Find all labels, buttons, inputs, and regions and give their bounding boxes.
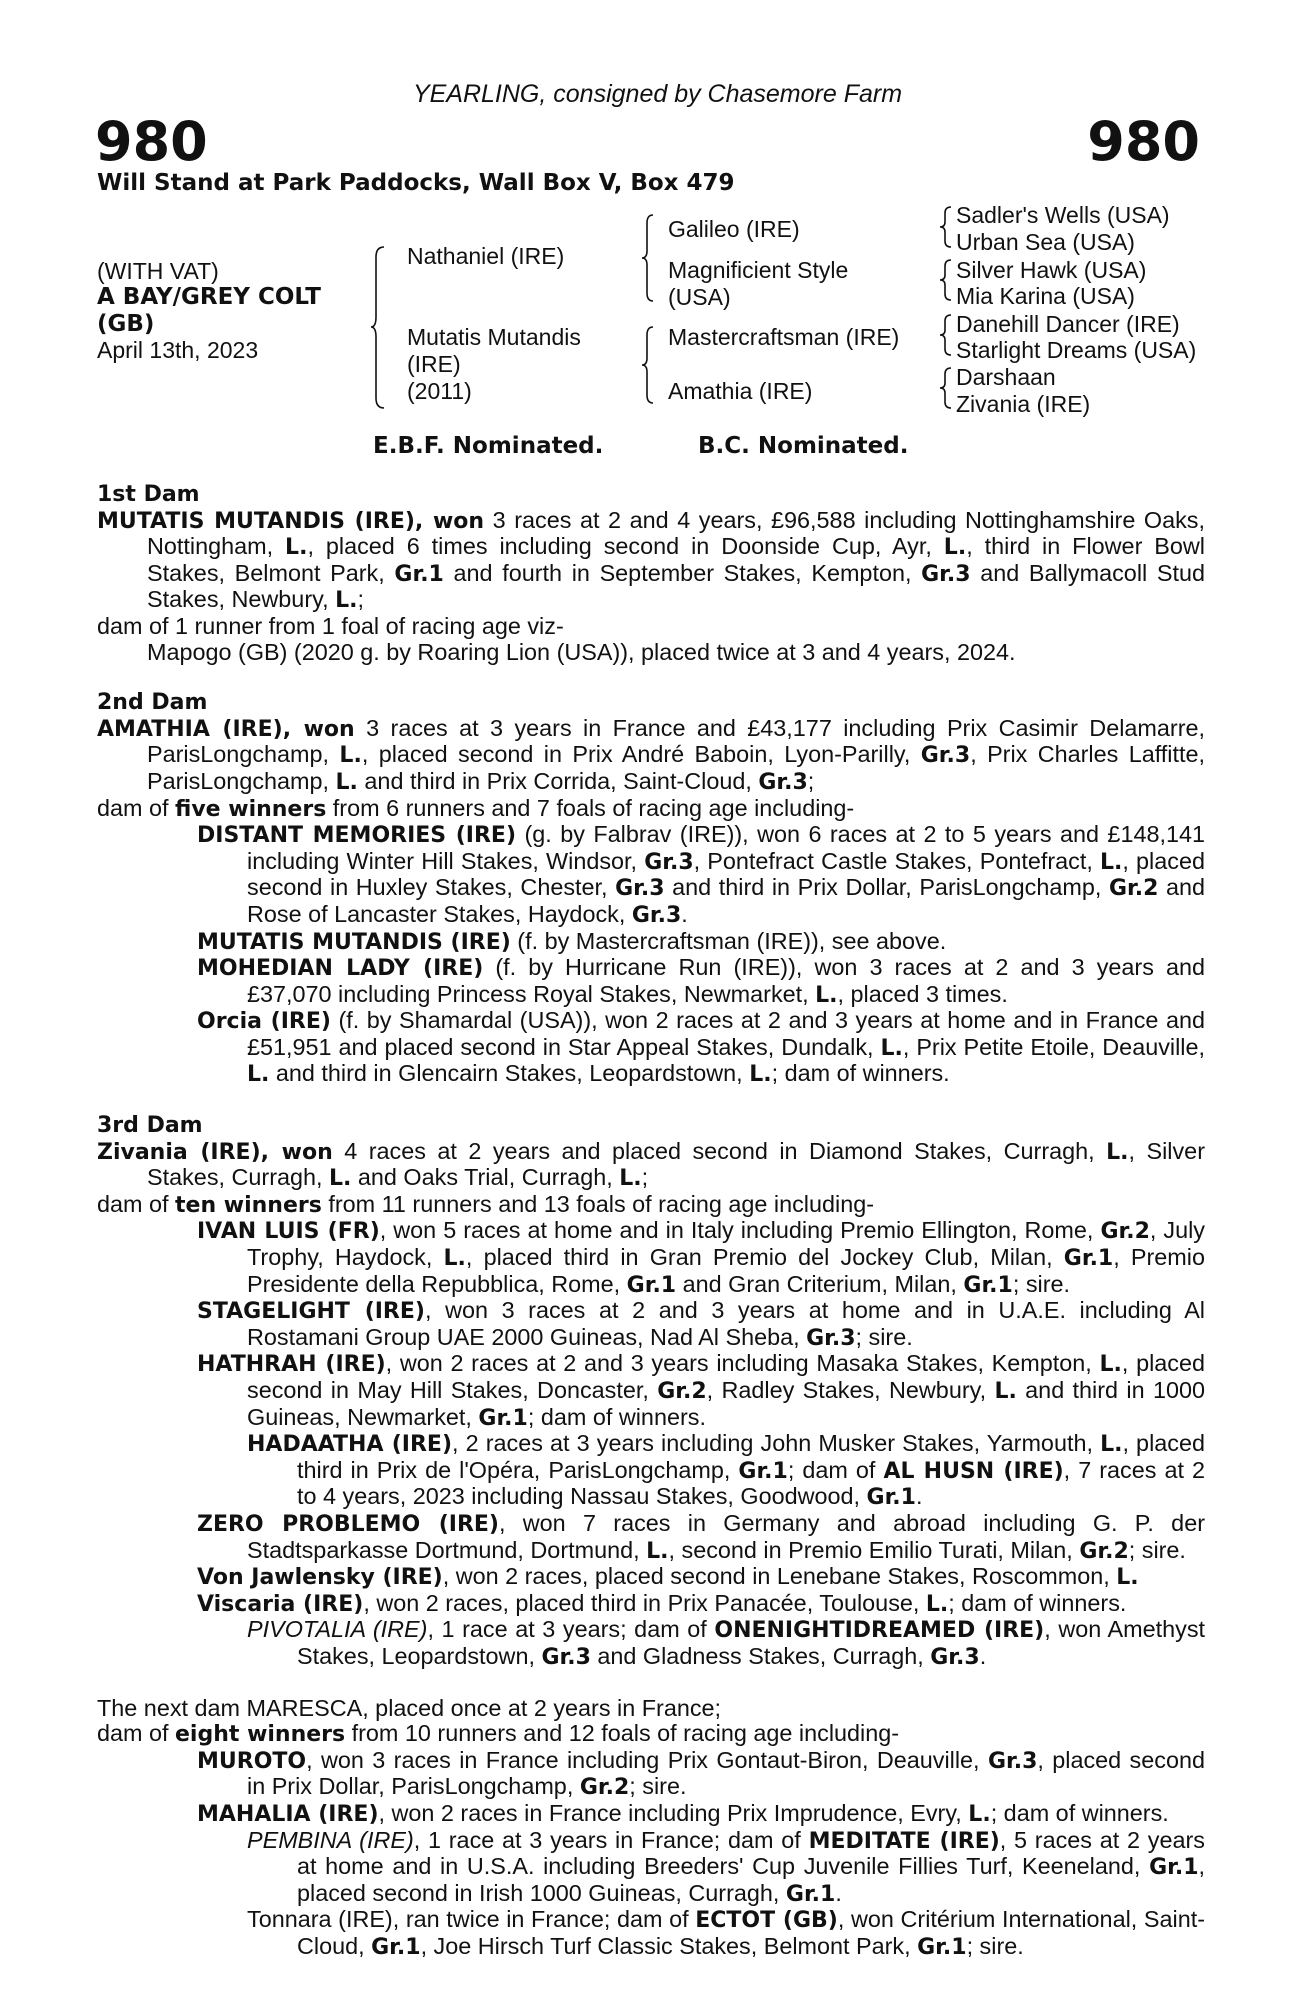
gen3-ancestor-3: Silver Hawk (USA) [956,257,1147,283]
produce-pivotalia: PIVOTALIA (IRE), 1 race at 3 years; dam of ONENIGHTIDREAMED (IRE), won Amethyst Stakes, Leopardstown, Gr.3 and Gladness Stakes, Curragh, Gr.3. [247,1616,1206,1670]
produce-von-jawlensky: Von Jawlensky (IRE), won 2 races, placed second in Lenebane Stakes, Roscommon, L. [197,1563,1139,1591]
produce-hadaatha: HADAATHA (IRE), 2 races at 3 years including John Musker Stakes, Yarmouth, L., placed third in Prix de l'Opéra, ParisLongchamp, Gr.1; dam of AL HUSN (IRE), 7 races at 2 to 4 years, 2023 including Nassau Stakes, Goodwood, Gr.1. [247,1430,1206,1511]
third-dam-heading: 3rd Dam [97,1113,203,1139]
horse-country: (GB) [97,311,155,337]
next-dam-record: The next dam MARESCA, placed once at 2 years in France; [97,1694,722,1721]
second-dam-heading: 2nd Dam [97,690,208,716]
produce-mutatis-mutandis: MUTATIS MUTANDIS (IRE) (f. by Mastercraftsman (IRE)), see above. [197,927,947,955]
produce-ivan-luis: IVAN LUIS (FR), won 5 races at home and in Italy including Premio Ellington, Rome, Gr.2, July Trophy, Haydock, L., placed third in Gran Premio del Jockey Club, Milan, Gr.1, Premio Presidente della Repubblica, Rome, Gr.1 and Gran Criterium, Milan, Gr.1; sire. [197,1217,1205,1298]
first-dam-produce-summary: dam of 1 runner from 1 foal of racing age viz- [97,612,564,639]
produce-distant-memories: DISTANT MEMORIES (IRE) (g. by Falbrav (IRE)), won 6 races at 2 to 5 years and £148,141 including Winter Hill Stakes, Windsor, Gr.3, Pontefract Castle Stakes, Pontefract, L., placed second in Huxley Stakes, Chester, Gr.3 and third in Prix Dollar, ParisLongchamp, Gr.2 and Rose of Lancaster Stakes, Haydock, Gr.3. [197,821,1205,928]
gen3-ancestor-1: Sadler's Wells (USA) [956,202,1170,228]
lot-number-right: 980 [1087,110,1200,173]
foaling-date: April 13th, 2023 [97,337,259,363]
dam-dam-name: Amathia (IRE) [668,378,813,404]
pedigree-brace-main [370,245,386,410]
gen3-ancestor-5: Danehill Dancer (IRE) [956,311,1180,337]
horse-description: A BAY/GREY COLT [97,284,321,310]
pedigree-brace-g1 [939,205,953,249]
sire-dam-name-line-1: Magnificient Style [668,257,849,283]
sire-sire-name: Galileo (IRE) [668,216,800,242]
sire-dam-name-line-2: (USA) [668,284,731,310]
produce-hathrah: HATHRAH (IRE), won 2 races at 2 and 3 years including Masaka Stakes, Kempton, L., placed second in May Hill Stakes, Doncaster, Gr.2, Radley Stakes, Newbury, L. and third in 1000 Guineas, Newmarket, Gr.1; dam of winners. [197,1350,1206,1431]
next-dam-produce-summary: dam of eight winners from 10 runners and 12 foals of racing age including- [97,1720,900,1748]
bc-nomination: B.C. Nominated. [698,433,909,459]
produce-muroto: MUROTO, won 3 races in France including Prix Gontaut-Biron, Deauville, Gr.3, placed second in Prix Dollar, ParisLongchamp, Gr.2; sire. [197,1746,1205,1801]
gen3-ancestor-6: Starlight Dreams (USA) [956,337,1197,363]
pedigree-brace-g2 [939,258,953,302]
first-dam-record: MUTATIS MUTANDIS (IRE), won 3 races at 2 and 4 years, £96,588 including Nottinghamshire Oaks, Nottingham, L., placed 6 times including second in Doonside Cup, Ayr, L., third in Flower Bowl Stakes, Belmont Park, Gr.1 and fourth in September Stakes, Kempton, Gr.3 and Ballymacoll Stud Stakes, Newbury, L.; [97,506,1206,614]
pedigree-brace-sire [641,213,655,303]
vat-note: (WITH VAT) [97,258,219,284]
sire-name: Nathaniel (IRE) [407,243,565,269]
first-dam-heading: 1st Dam [97,482,200,507]
dam-name-line-3: (2011) [407,378,472,404]
dam-sire-name: Mastercraftsman (IRE) [668,324,900,350]
lot-number-left: 980 [95,110,208,173]
produce-mohedian-lady: MOHEDIAN LADY (IRE) (f. by Hurricane Run (IRE)), won 3 races at 2 and 3 years and £37,070 including Princess Royal Stakes, Newmarket, L., placed 3 times. [197,954,1206,1008]
produce-tonnara: Tonnara (IRE), ran twice in France; dam of ECTOT (GB), won Critérium International, Saint-Cloud, Gr.1, Joe Hirsch Turf Classic Stakes, Belmont Park, Gr.1; sire. [247,1906,1206,1960]
gen3-ancestor-7: Darshaan [956,364,1056,390]
produce-viscaria: Viscaria (IRE), won 2 races, placed third in Prix Panacée, Toulouse, L.; dam of winners. [197,1589,1127,1617]
second-dam-record: AMATHIA (IRE), won 3 races at 3 years in France and £43,177 including Prix Casimir Delamarre, ParisLongchamp, L., placed second in Prix André Baboin, Lyon-Parilly, Gr.3, Prix Charles Laffitte, ParisLongchamp, L. and third in Prix Corrida, Saint-Cloud, Gr.3; [97,714,1206,795]
catalogue-subtitle: YEARLING, consigned by Chasemore Farm [412,80,903,108]
produce-mahalia: MAHALIA (IRE), won 2 races in France including Prix Imprudence, Evry, L.; dam of winners. [197,1799,1169,1827]
produce-mapogo: Mapogo (GB) (2020 g. by Roaring Lion (USA)), placed twice at 3 and 4 years, 2024. [147,638,1016,665]
third-dam-record: Zivania (IRE), won 4 races at 2 years and placed second in Diamond Stakes, Curragh, L., Silver Stakes, Curragh, L. and Oaks Trial, Curragh, L.; [97,1137,1205,1192]
gen3-ancestor-8: Zivania (IRE) [956,391,1091,417]
produce-pembina: PEMBINA (IRE), 1 race at 3 years in France; dam of MEDITATE (IRE), 5 races at 2 years at home and in U.S.A. including Breeders' Cup Juvenile Fillies Turf, Keeneland, Gr.1, placed second in Irish 1000 Guineas, Curragh, Gr.1. [247,1826,1205,1907]
third-dam-produce-summary: dam of ten winners from 11 runners and 13 foals of racing age including- [97,1190,875,1218]
second-dam-produce-summary: dam of five winners from 6 runners and 7 foals of racing age including- [97,794,855,822]
produce-stagelight: STAGELIGHT (IRE), won 3 races at 2 and 3 years at home and in U.A.E. including Al Rostamani Group UAE 2000 Guineas, Nad Al Sheba, Gr.3; sire. [197,1297,1205,1351]
pedigree-brace-g4 [939,366,953,410]
pedigree-brace-g3 [939,313,953,357]
dam-name-line-1: Mutatis Mutandis [407,324,581,350]
produce-orcia: Orcia (IRE) (f. by Shamardal (USA)), won 2 races at 2 and 3 years at home and in France and £51,951 and placed second in Star Appeal Stakes, Dundalk, L., Prix Petite Etoile, Deauville, L. and third in Glencairn Stakes, Leopardstown, L.; dam of winners. [197,1007,1206,1088]
produce-zero-problemo: ZERO PROBLEMO (IRE), won 7 races in Germany and abroad including G. P. der Stadtsparkasse Dortmund, Dortmund, L., second in Premio Emilio Turati, Milan, Gr.2; sire. [197,1509,1205,1564]
gen3-ancestor-2: Urban Sea (USA) [956,229,1135,255]
dam-name-line-2: (IRE) [407,351,461,377]
stabling-location: Will Stand at Park Paddocks, Wall Box V, Box 479 [97,170,735,196]
catalogue-page-text [97,482,1205,1960]
gen3-ancestor-4: Mia Karina (USA) [956,283,1135,309]
ebf-nomination: E.B.F. Nominated. [373,433,604,459]
pedigree-brace-dam [641,325,655,405]
